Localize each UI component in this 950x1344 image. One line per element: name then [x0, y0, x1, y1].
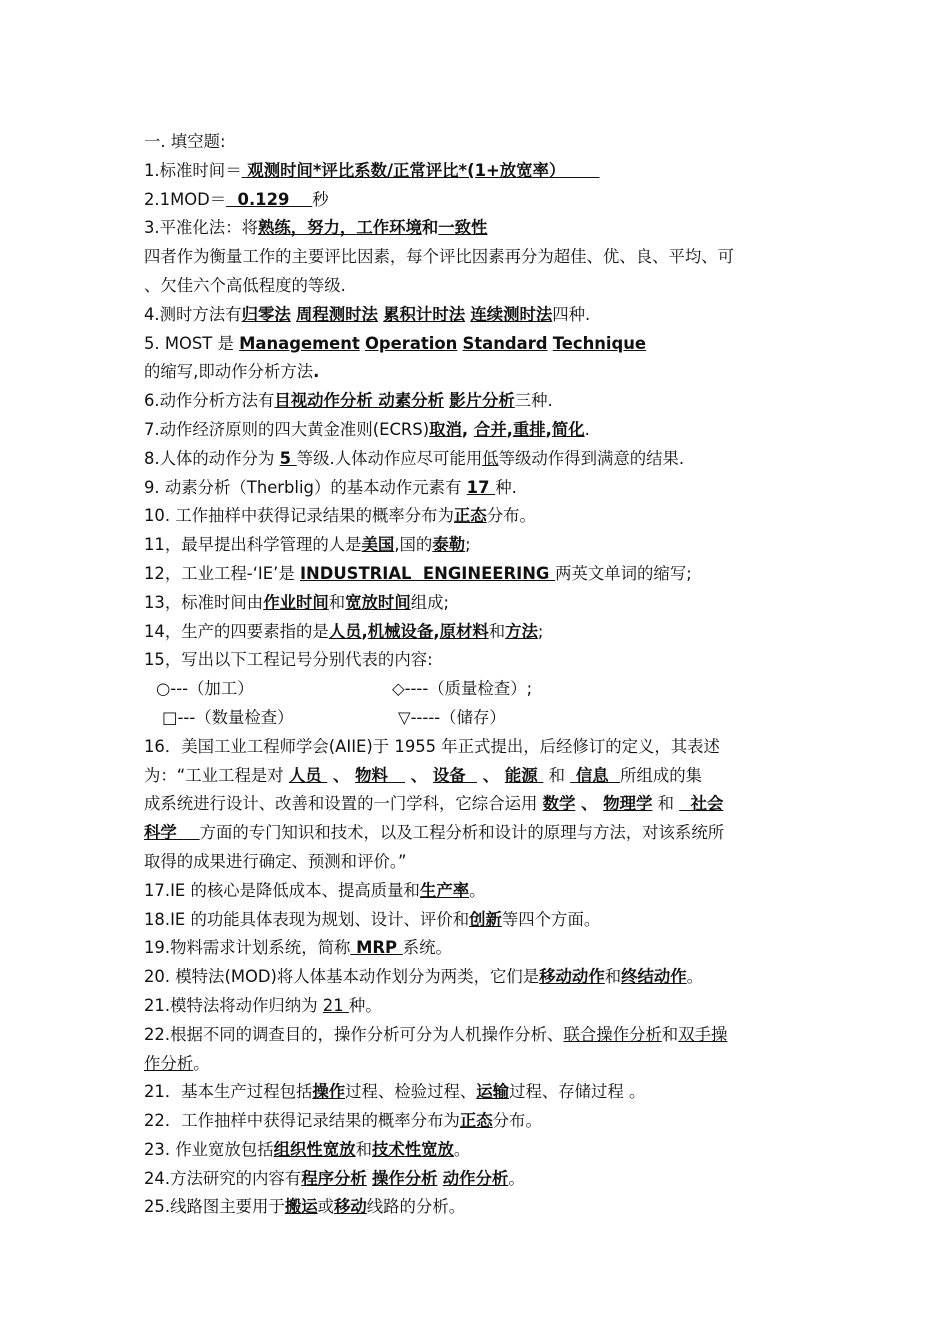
question-13: 13，标准时间由作业时间和宽放时间组成; — [144, 592, 450, 612]
answer: 动作分析 — [442, 1168, 509, 1188]
answer: 连续测时法 — [470, 304, 553, 324]
answer: 重排 — [512, 419, 546, 439]
question-10: 10. 工作抽样中获得记录结果的概率分布为正态分布。 — [144, 506, 536, 526]
question-15: 15，写出以下工程记号分别代表的内容: — [144, 650, 433, 670]
answer: 操作分析 — [371, 1168, 438, 1188]
answer: 创新 — [469, 909, 502, 929]
question-1: 1.标准时间＝ 观测时间*评比系数/正常评比*(1+放宽率） — [144, 160, 600, 180]
answer: Standard — [462, 333, 548, 353]
answer: 0.129 — [226, 189, 313, 209]
question-24: 22．工作抽样中获得记录结果的概率分布为正态分布。 — [144, 1111, 542, 1131]
question-27: 25.线路图主要用于搬运或移动线路的分析。 — [144, 1197, 466, 1217]
question-21: 21.模特法将动作归纳为 21 种。 — [144, 995, 382, 1015]
answer: 简化 — [551, 419, 585, 439]
question-3-line-2: 四者作为衡量工作的主要评比因素，每个评比因素再分为超佳、优、良、平均、可 — [144, 247, 735, 267]
question-23: 21．基本生产过程包括操作过程、检验过程、运输过程、存储过程 。 — [144, 1082, 646, 1102]
answer: 物理学 — [603, 794, 653, 814]
question-16-line-1: 16．美国工业工程师学会(AIIE)于 1955 年正式提出，后经修订的定义，其表述 — [144, 736, 720, 756]
answer: 动素分析 — [372, 391, 444, 411]
process-symbol: ○---（加工） — [156, 679, 254, 699]
answer: 目视动作分析 — [274, 391, 373, 411]
answer: 搬运 — [284, 1197, 318, 1217]
question-25: 23. 作业宽放包括组织性宽放和技术性宽放。 — [144, 1139, 471, 1159]
answer: 作业时间 — [263, 592, 329, 612]
answer: Management — [239, 333, 360, 353]
answer: 机械设备 — [367, 621, 434, 641]
answer: 设备 — [432, 765, 478, 785]
document-body — [144, 128, 812, 1222]
answer: 生产率 — [419, 880, 470, 900]
answer: 周程测时法 — [295, 304, 378, 324]
question-16-line-5: 取得的成果进行确定、预测和评价。” — [144, 851, 407, 871]
question-8: 8.人体的动作分为 5 等级.人体动作应尽可能用低等级动作得到满意的结果. — [144, 448, 685, 468]
symbol-row-1 — [144, 675, 812, 704]
quantity-inspect-symbol: □---（数量检查） — [162, 707, 294, 727]
question-12: 12，工业工程-‘IE’是 INDUSTRIAL ENGINEERING 两英文单词的缩写; — [144, 563, 692, 583]
question-20: 20. 模特法(MOD)将人体基本动作划分为两类，它们是移动动作和终结动作。 — [144, 967, 704, 987]
question-22-line-2: 作分析。 — [144, 1053, 210, 1073]
answer: 操作 — [312, 1082, 346, 1102]
question-14: 14，生产的四要素指的是人员,机械设备,原材料和方法; — [144, 621, 544, 641]
answer: 联合操作分析 — [563, 1024, 662, 1044]
answer: 社会 — [679, 794, 724, 814]
answer: 方法 — [505, 621, 538, 641]
question-5: 5. MOST 是 Management Operation Standard Technique — [144, 333, 647, 353]
answer: 信息 — [570, 765, 621, 785]
answer: 美国 — [361, 535, 395, 555]
question-16-line-2: 为：“工业工程是对 人员 、 物料 、 设备 、 能源 和 信息 所组成的集 — [144, 765, 703, 785]
answer: 数学 — [542, 794, 576, 814]
answer: 宽放时间 — [345, 592, 411, 612]
answer: 终结动作 — [621, 967, 687, 987]
storage-symbol: ▽-----（储存） — [398, 707, 506, 727]
question-18: 18.IE 的功能具体表现为规划、设计、评价和创新等四个方面。 — [144, 909, 601, 929]
question-3: 3.平准化法：将熟练，努力，工作环境和一致性 — [144, 218, 488, 238]
answer: 正态 — [453, 506, 487, 526]
question-16-line-4: 科学 方面的专门知识和技术，以及工程分析和设计的原理与方法，对该系统所 — [144, 823, 725, 843]
question-11: 11，最早提出科学管理的人是美国,国的泰勒; — [144, 535, 471, 555]
answer: 熟练，努力，工作环境 — [257, 218, 422, 238]
question-6: 6.动作分析方法有目视动作分析 动素分析 影片分析三种. — [144, 391, 553, 411]
answer: 正态 — [459, 1111, 493, 1131]
answer: 低 — [482, 448, 499, 468]
answer: 运输 — [476, 1082, 510, 1102]
answer: 影片分析 — [449, 391, 515, 411]
answer: 观测时间*评比系数/正常评比*(1+放宽率） — [241, 160, 600, 180]
answer: 17 — [466, 477, 496, 497]
answer: 组织性宽放 — [273, 1139, 356, 1159]
answer: 人员 — [288, 765, 328, 785]
section-title: 一. 填空题: — [144, 132, 226, 151]
answer: 双手操 — [678, 1024, 728, 1044]
answer: Technique — [552, 333, 647, 353]
answer: 一致性 — [438, 218, 488, 238]
answer: 移动动作 — [539, 967, 605, 987]
question-9: 9. 动素分析（Therblig）的基本动作元素有 17 种. — [144, 477, 517, 497]
answer: 合并 — [473, 419, 507, 439]
answer: Operation — [365, 333, 458, 353]
answer: 移动 — [333, 1197, 367, 1217]
question-2: 2.1MOD＝ 0.129 秒 — [144, 189, 329, 209]
question-4: 4.测时方法有归零法 周程测时法 累积计时法 连续测时法四种. — [144, 304, 591, 324]
answer: 取消 — [429, 419, 462, 439]
question-22: 22.根据不同的调查目的，操作分析可分为人机操作分析、联合操作分析和双手操 — [144, 1024, 728, 1044]
answer: 能源 — [504, 765, 544, 785]
question-5-line-2: 的缩写,即动作分析方法. — [144, 362, 320, 382]
question-19: 19.物料需求计划系统，简称 MRP 系统。 — [144, 938, 452, 958]
answer: 泰勒 — [432, 535, 466, 555]
answer: 归零法 — [241, 304, 291, 324]
answer: MRP — [350, 938, 403, 958]
answer: 程序分析 — [301, 1168, 367, 1188]
question-17: 17.IE 的核心是降低成本、提高质量和生产率。 — [144, 880, 486, 900]
question-7: 7.动作经济原则的四大黄金准则(ECRS)取消, 合并,重排,简化. — [144, 419, 590, 439]
answer: 技术性宽放 — [371, 1139, 454, 1159]
answer: 原材料 — [439, 621, 489, 641]
answer: 作分析 — [144, 1053, 194, 1073]
answer: INDUSTRIAL ENGINEERING — [299, 563, 556, 583]
answer: 人员 — [328, 621, 362, 641]
answer: 累积计时法 — [383, 304, 466, 324]
question-16-line-3: 成系统进行设计、改善和设置的一门学科，它综合运用 数学 、 物理学 和 社会 — [144, 794, 724, 814]
question-3-line-3: 、欠佳六个高低程度的等级. — [144, 275, 346, 295]
answer: 科学 — [144, 823, 200, 843]
answer: 5 — [279, 448, 297, 468]
symbol-row-2 — [144, 704, 812, 733]
question-26: 24.方法研究的内容有程序分析 操作分析 动作分析。 — [144, 1168, 525, 1188]
answer: 21 — [322, 995, 349, 1015]
answer: 物料 — [355, 765, 406, 785]
quality-inspect-symbol: ◇----（质量检查）; — [392, 679, 533, 699]
